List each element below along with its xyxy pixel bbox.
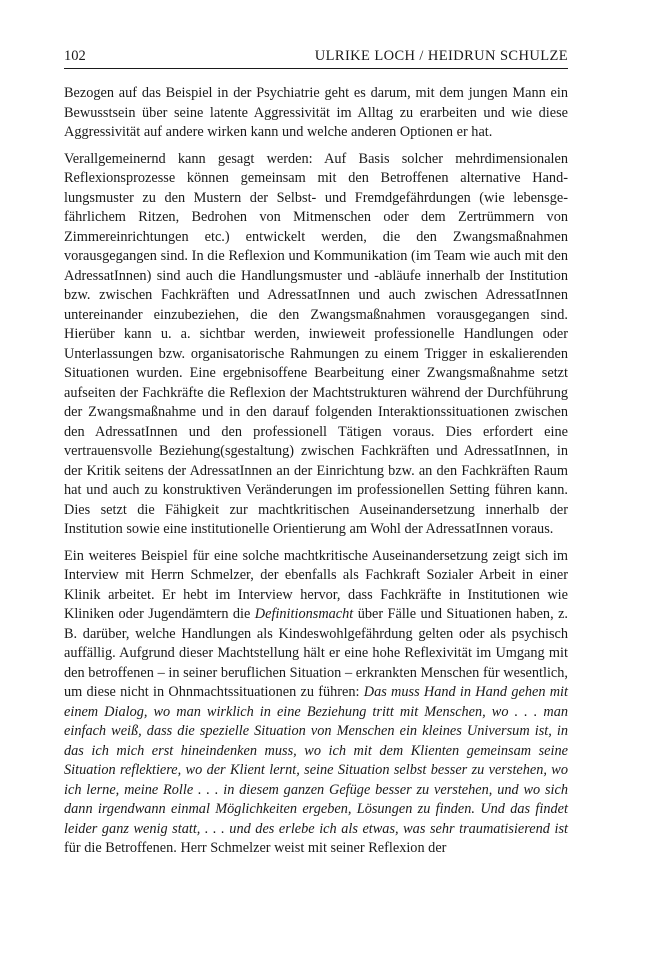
running-head: [64, 47, 568, 65]
header-rule: [64, 68, 568, 69]
running-head-authors: ULRIKE LOCH / HEIDRUN SCHULZE: [314, 48, 568, 64]
paragraph-3-text-a: Ein weiteres Beispiel für eine solche machtkritische Auseinandersetzung zeigt sich im Interview mit Herrn Schmelzer, der ebenfalls als Fachkraft Sozialer Arbeit in einer Klinik arbeitet. Er hebt im Interview hervor, dass Fachkräfte in Institutionen wie Kliniken oder Jugendämtern die: [64, 547, 568, 622]
paragraph-2: Verallgemeinernd kann gesagt werden: Auf Basis solcher mehrdimensionalen Reflexionsprozesse können gemeinsam mit den Betroffenen alternative Handlungsmuster zu den Mustern der Selbst- und Fremdgefährdungen (wie lebensgefährlichem Ritzen, Bedrohen von Mitmenschen oder dem Zertrümmern von Zimmereinrichtungen etc.) entwickelt werden, die den Zwangsmaßnahmen vorausgegangen sind. In die Reflexion und Kommunikation (im Team wie auch mit den AdressatInnen) sind auch die Handlungsmuster und -abläufe innerhalb der Institution bzw. zwischen Fachkräften und AdressatInnen und auch zwischen AdressatInnen untereinander einzubeziehen, die den Zwangsmaßnahmen vorausgegangen sind. Hierüber kann u. a. sichtbar werden, inwieweit professionelle Handlungen oder Unterlassungen bzw. organisatorische Rahmungen zu einem Trigger in eskalierenden Situationen wurden. Eine ergebnisoffene Bearbeitung einer Zwangsmaßnahme setzt aufseiten der Fachkräfte die Reflexion der Machtstrukturen während der Durchführung der Zwangsmaßnahme und in den darauf folgenden Interaktionssituationen zwischen den AdressatInnen und den professionell Tätigen voraus. Dies erfordert eine vertrauensvolle Beziehung(sgestaltung) zwischen Fachkräften und AdressatInnen, in der Kritik seitens der AdressatInnen an der Einrichtung bzw. an den Fachkräften Raum hat und auch zu konstruktiven Veränderungen im professionellen Setting führen kann. Dies setzt die Fähigkeit zur machtkritischen Auseinandersetzung innerhalb der Institution sowie eine institutionelle Orientierung am Wohl der AdressatInnen voraus.: [64, 150, 568, 537]
emphasis-definitionsmacht: Definitionsmacht: [254, 606, 354, 622]
paragraph-3-text-b: über Fälle und Situationen haben, z. B. darüber, welche Handlungen als Kindeswohlgefährdung gelten oder als psychisch auffällig. Aufgrund dieser Machtstellung hält er eine hohe Reflexivität im Umgang mit den betroffenen – in seiner beruflichen Situation – erkrankten Menschen für wesentlich, um diese nicht in Ohnmachtssituationen zu führen:: [64, 606, 568, 700]
page-number: 102: [64, 48, 86, 64]
interview-quote: Das muss Hand in Hand gehen mit einem Dialog, wo man wirklich in eine Beziehung tritt mit Menschen, wo . . . man einfach weiß, dass die spezielle Situation von Menschen ein kleines Universum ist, in das ich mich erst hineindenken muss, wo ich mit dem Klienten gemeinsam seine Situation reflektiere, wo der Klient lernt, seine Situation selbst besser zu verstehen, wo ich lerne, meine Rolle . . . in diesem ganzen Gefüge besser zu verstehen, und wo sich dann irgendwann einmal Möglichkeiten ergeben, Lösungen zu finden. Und das findet leider ganz wenig statt, . . . und des erlebe ich als etwas, was sehr traumatisierend ist: [64, 684, 568, 837]
body-text: [64, 84, 568, 866]
paragraph-1: Bezogen auf das Beispiel in der Psychiatrie geht es darum, mit dem jungen Mann ein Bewusstsein über seine latente Aggressivität im Alltag zu erarbeiten und wie diese Aggressivität auf andere wirken kann und welche anderen Optionen er hat.: [64, 85, 568, 140]
paragraph-3-text-c: für die Betroffenen. Herr Schmelzer weist mit seiner Reflexion der: [64, 840, 447, 856]
paragraph-3: [64, 547, 568, 859]
